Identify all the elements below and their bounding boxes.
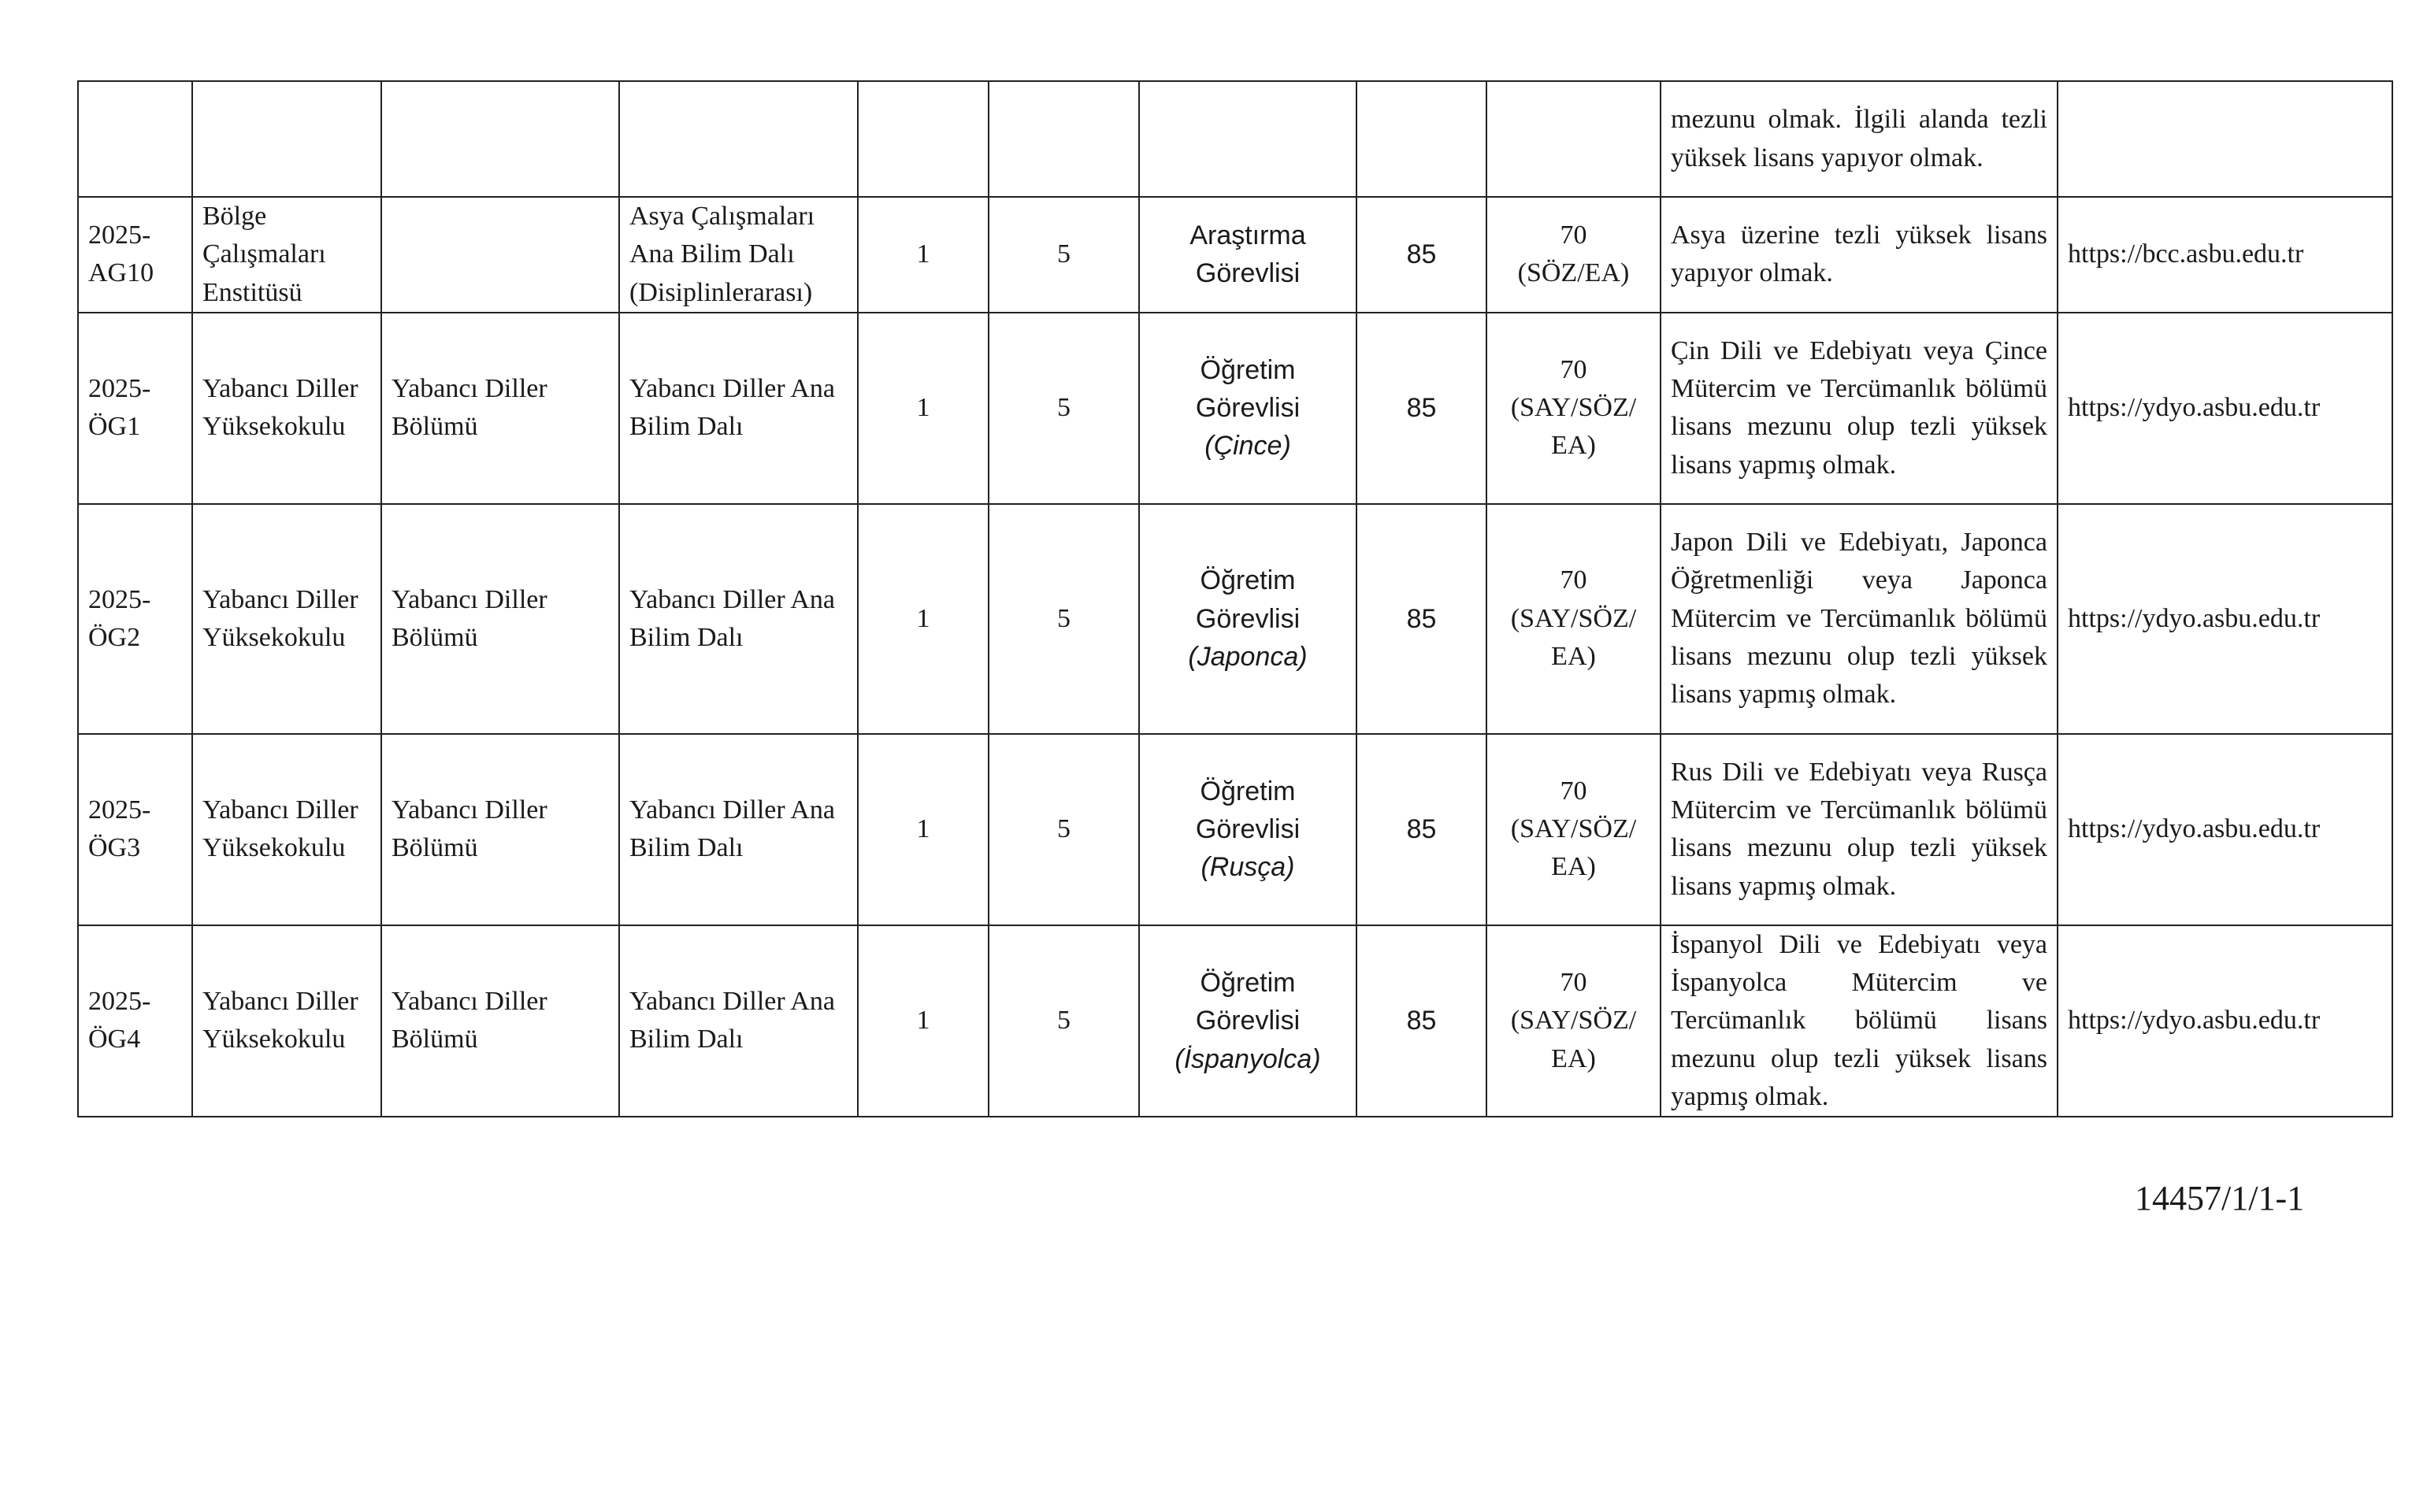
table-row	[78, 925, 2392, 1117]
position-code-line: ÖG4	[88, 1025, 141, 1054]
cell-empty	[381, 81, 619, 197]
position-code-line: ÖG1	[88, 412, 141, 442]
cell-empty	[989, 81, 1139, 197]
position-degree: 5	[1057, 814, 1071, 844]
cell-program	[619, 197, 858, 313]
cell-degree	[989, 734, 1139, 925]
cell-url	[2058, 504, 2392, 734]
table-row	[78, 197, 2392, 313]
cell-empty	[1486, 81, 1661, 197]
score-b-line: 70	[1560, 565, 1587, 595]
program-name: Yabancı Diller Ana Bilim Dalı	[629, 795, 835, 863]
position-code-line: 2025-	[88, 987, 151, 1017]
cell-empty	[1356, 81, 1486, 197]
score-b-line: (SAY/SÖZ/	[1510, 603, 1637, 633]
cell-score-b	[1486, 504, 1661, 734]
position-title: Öğretim Görevlisi	[1195, 354, 1301, 424]
cell-conditions	[1661, 734, 2058, 925]
position-code-line: 2025-	[88, 795, 151, 825]
cell-title	[1139, 313, 1356, 504]
score-b-line: 70	[1560, 220, 1587, 250]
cell-conditions	[1661, 925, 2058, 1117]
cell-unit	[192, 925, 381, 1117]
cell-position-code	[78, 313, 192, 504]
table-row	[78, 313, 2392, 504]
conditions-text: Rus Dili ve Edebiyatı veya Rusça Mütercim ve Tercümanlık bölümü lisans mezunu olup tezli yüksek lisans yapmış olmak.	[1671, 757, 2047, 901]
score-b-line: (SAY/SÖZ/	[1510, 393, 1637, 423]
position-degree: 5	[1057, 1006, 1071, 1036]
unit-url: https://ydyo.asbu.edu.tr	[2068, 603, 2321, 633]
department-name: Yabancı Diller Bölümü	[392, 795, 547, 863]
department-name: Yabancı Diller Bölümü	[392, 987, 547, 1054]
cell-empty	[2058, 81, 2392, 197]
cell-score-b	[1486, 925, 1661, 1117]
cell-program	[619, 504, 858, 734]
position-count: 1	[916, 1006, 930, 1036]
cell-url	[2058, 925, 2392, 1117]
position-language: (Japonca)	[1188, 641, 1308, 672]
cell-unit	[192, 197, 381, 313]
cell-department	[381, 734, 619, 925]
score-a: 85	[1406, 814, 1437, 845]
conditions-text: Japon Dili ve Edebiyatı, Japonca Öğretmenliği veya Japonca Mütercim ve Tercümanlık bölümü lisans mezunu olup tezli yüksek lisans yapmış olmak.	[1671, 528, 2047, 710]
unit-url: https://ydyo.asbu.edu.tr	[2068, 393, 2321, 423]
position-title: Öğretim Görevlisi	[1195, 565, 1301, 634]
cell-score-b	[1486, 313, 1661, 504]
unit-url: https://bcc.asbu.edu.tr	[2068, 239, 2304, 269]
conditions-text: Asya üzerine tezli yüksek lisans yapıyor olmak.	[1671, 220, 2047, 288]
cell-degree	[989, 197, 1139, 313]
unit-name: Bölge Çalışmaları Enstitüsü	[202, 202, 326, 307]
program-name: Yabancı Diller Ana Bilim Dalı	[629, 584, 835, 652]
position-code-line: 2025-	[88, 374, 151, 404]
cell-score-b	[1486, 734, 1661, 925]
cell-score-a	[1356, 504, 1486, 734]
position-language: (Çince)	[1204, 431, 1291, 461]
cell-program	[619, 313, 858, 504]
cell-count	[858, 197, 989, 313]
cell-title	[1139, 504, 1356, 734]
cell-empty	[78, 81, 192, 197]
position-degree: 5	[1057, 603, 1071, 633]
position-degree: 5	[1057, 239, 1071, 269]
position-degree: 5	[1057, 393, 1071, 423]
position-title: Öğretim Görevlisi	[1195, 776, 1301, 845]
page-reference: 14457/1/1-1	[2135, 1179, 2305, 1217]
cell-conditions	[1661, 504, 2058, 734]
position-title: Araştırma Görevlisi	[1189, 220, 1306, 289]
cell-count	[858, 925, 989, 1117]
cell-program	[619, 734, 858, 925]
cell-department	[381, 504, 619, 734]
program-name: Yabancı Diller Ana Bilim Dalı	[629, 987, 835, 1054]
cell-title	[1139, 197, 1356, 313]
cell-count	[858, 734, 989, 925]
position-code-line: ÖG3	[88, 833, 141, 863]
position-code-line: ÖG2	[88, 622, 141, 652]
cell-conditions	[1661, 197, 2058, 313]
cell-degree	[989, 925, 1139, 1117]
score-a: 85	[1406, 603, 1437, 634]
score-b-line: (SÖZ/EA)	[1517, 258, 1630, 288]
score-b-line: 70	[1560, 776, 1587, 806]
cell-degree	[989, 504, 1139, 734]
cell-unit	[192, 504, 381, 734]
department-name: Yabancı Diller Bölümü	[392, 374, 547, 442]
unit-url: https://ydyo.asbu.edu.tr	[2068, 1006, 2321, 1036]
score-b-line: 70	[1560, 354, 1587, 384]
cell-count	[858, 504, 989, 734]
conditions-text: Çin Dili ve Edebiyatı veya Çince Mütercim ve Tercümanlık bölümü lisans mezunu olup tezli yüksek lisans yapmış olmak.	[1671, 335, 2047, 480]
position-count: 1	[916, 393, 930, 423]
cell-unit	[192, 734, 381, 925]
conditions-text: İspanyol Dili ve Edebiyatı veya İspanyolca Mütercim ve Tercümanlık bölümü lisans mezunu olup tezli yüksek lisans yapmış olmak.	[1671, 929, 2047, 1111]
cell-empty	[619, 81, 858, 197]
table-row	[78, 504, 2392, 734]
score-b-line: EA)	[1551, 431, 1596, 461]
cell-score-a	[1356, 197, 1486, 313]
position-count: 1	[916, 239, 930, 269]
unit-url: https://ydyo.asbu.edu.tr	[2068, 814, 2321, 844]
position-listing-table	[77, 80, 2393, 1117]
unit-name: Yabancı Diller Yüksekokulu	[202, 987, 358, 1054]
score-a: 85	[1406, 239, 1437, 270]
cell-score-a	[1356, 313, 1486, 504]
cell-conditions: mezunu olmak. İlgili alanda tezli yüksek lisans yapıyor olmak.	[1661, 81, 2058, 197]
cell-count	[858, 313, 989, 504]
cell-title	[1139, 734, 1356, 925]
cell-score-a	[1356, 925, 1486, 1117]
cell-department	[381, 313, 619, 504]
cell-position-code	[78, 197, 192, 313]
score-a: 85	[1406, 1006, 1437, 1036]
table-row-continuation	[78, 81, 2392, 197]
cell-position-code	[78, 925, 192, 1117]
cell-department	[381, 925, 619, 1117]
department-name: Yabancı Diller Bölümü	[392, 584, 547, 652]
program-name: Yabancı Diller Ana Bilim Dalı	[629, 374, 835, 442]
cell-position-code	[78, 734, 192, 925]
position-language: (Rusça)	[1201, 852, 1295, 883]
position-code-line: AG10	[88, 258, 154, 288]
score-b-line: EA)	[1551, 1043, 1596, 1073]
position-count: 1	[916, 814, 930, 844]
cell-url	[2058, 197, 2392, 313]
unit-name: Yabancı Diller Yüksekokulu	[202, 374, 358, 442]
cell-empty	[858, 81, 989, 197]
cell-position-code	[78, 504, 192, 734]
cell-score-b	[1486, 197, 1661, 313]
position-language: (İspanyolca)	[1175, 1043, 1321, 1074]
unit-name: Yabancı Diller Yüksekokulu	[202, 584, 358, 652]
cell-url	[2058, 313, 2392, 504]
cell-url	[2058, 734, 2392, 925]
unit-name: Yabancı Diller Yüksekokulu	[202, 795, 358, 863]
cell-unit	[192, 313, 381, 504]
score-b-line: 70	[1560, 968, 1587, 998]
score-b-line: (SAY/SÖZ/	[1510, 1006, 1637, 1036]
cell-score-a	[1356, 734, 1486, 925]
cell-empty	[1139, 81, 1356, 197]
cell-empty	[192, 81, 381, 197]
cell-conditions	[1661, 313, 2058, 504]
score-b-line: (SAY/SÖZ/	[1510, 814, 1637, 844]
score-a: 85	[1406, 393, 1437, 424]
cell-title	[1139, 925, 1356, 1117]
score-b-line: EA)	[1551, 641, 1596, 671]
cell-degree	[989, 313, 1139, 504]
score-b-line: EA)	[1551, 852, 1596, 882]
program-name: Asya Çalışmaları Ana Bilim Dalı (Disiplinlerarası)	[629, 202, 815, 307]
position-title: Öğretim Görevlisi	[1195, 968, 1301, 1036]
position-count: 1	[916, 603, 930, 633]
position-code-line: 2025-	[88, 220, 151, 250]
cell-program	[619, 925, 858, 1117]
table-row	[78, 734, 2392, 925]
cell-department	[381, 197, 619, 313]
position-code-line: 2025-	[88, 584, 151, 614]
